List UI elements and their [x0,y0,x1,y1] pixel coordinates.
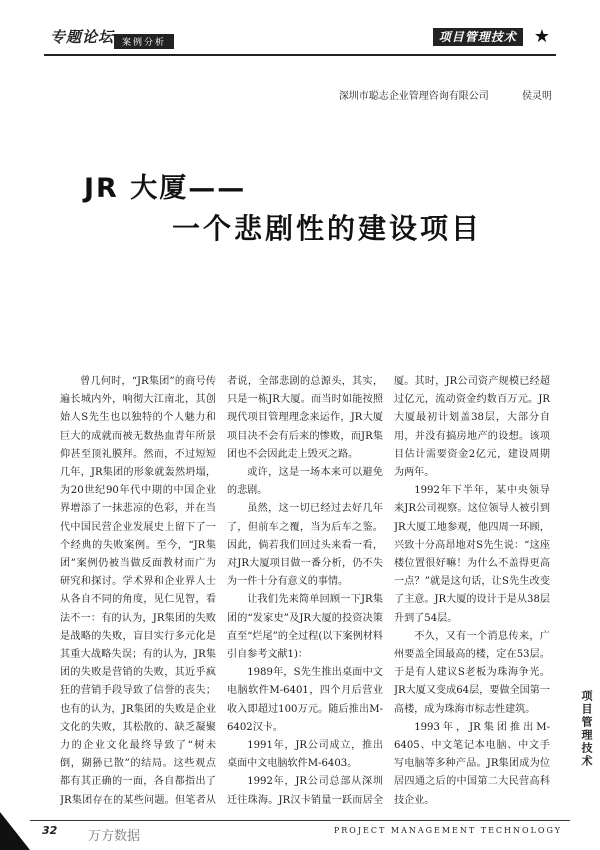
column-name: 专题论坛 [50,28,115,46]
watermark: 万方数据 [88,829,141,844]
paragraph: 1991年，JR公司成立，推出桌面中文电脑软件M-6403。 [227,740,383,770]
author-name: 侯灵明 [522,91,552,102]
star-icon: ★ [533,26,550,47]
paragraph: 不久，又有一个消息传来，广州要盖全国最高的楼，定在53层。于是有人建议S老板为珠海争光。JR大厦又变成64层，要做全国第一高楼，成为珠海市标志性建筑。 [394,630,550,715]
magazine-logo-text: 项目管理技术 [433,28,523,46]
article-title-line-2: 一个悲剧性的建设项目 [172,212,483,245]
paragraph: 虽然，这一切已经过去好几年了，但前车之覆，当为后车之鉴。因此，倘若我们回过头来看一看，对JR大厦项目做一番分析，仍不失为一件十分有意义的事情。 [227,503,383,588]
magazine-logo [433,26,550,52]
author-organization: 深圳市聪志企业管理咨询有限公司 [338,91,489,102]
paragraph: 厦。其时，JR公司资产规模已经超过亿元，流动资金约数百万元。JR大厦最初计划盖38层，大部分自用，并没有搞房地产的设想。该项目估计需要资金2亿元，建设周期为两年。 [394,376,550,479]
journal-name-en: PROJECT MANAGEMENT TECHNOLOGY [333,826,562,835]
paragraph: 1993年，JR集团推出M-6405、中文笔记本电脑、中文手写电脑等多种产品。JR集团成为位居四通之后的中国第二大民营高科技企业。 [394,721,550,806]
side-tab: 项目管理技术 [580,690,593,768]
byline [339,87,552,102]
header-divider [44,54,556,56]
text-column-3 [394,373,550,808]
paragraph: 让我们先来简单回顾一下JR集团的“发家史”及JR大厦的投资决策直至“烂尾”的全过程(以下案例材料引自参考文献1)： [227,594,383,661]
section-label: 案例分析 [114,34,174,49]
paragraph: 1992年下半年，某中央领导来JR公司视察。这位领导人被引到JR大厦工地参观，他四周一环顾，兴致十分高昂地对S先生说：“这座楼位置很好嘛！为什么不盖得更高一点？”就是这句话，让S先生改变了主意。JR大厦的设计于是从38层升到了54层。 [394,485,550,624]
column-header [44,22,244,56]
paragraph: 曾几何时，“JR集团”的商号传遍长城内外，响彻大江南北，其创始人S先生也以独特的个人魅力和巨大的成就而被无数热血青年所景仰甚至顶礼膜拜。然而，不过短短几年，JR集团的形象就轰然坍塌，为20世纪90年代中期的中国企业界增添了一抹悲凉的色彩，并在当代中国民营企业发展史上留下了一个经典的失败案例。至今，“JR集团”案例仍被当做反面教材而广为研究和探讨。学术界和企业界人士从各自不同的角度，见仁见智，看法不一：有的认为，JR集团的失败是战略的失败，盲目实行多元化是其重大战略失误；有的认为，JR集团的失败是营销的失败，其近乎疯狂的营销手段导致了信誉的丧失；也有的认为，JR集团的失败是企业文化的失败，其松散的、缺乏凝聚力的企业文化最终导致了“树未倒，猢狲已散”的结局。这些观点都有其正确的一面，各自都指出了JR集团存在的某些问题。但笔者从 [60,376,216,806]
article-body [60,373,550,808]
paragraph: 或许，这是一场本来可以避免的悲剧。 [227,467,383,497]
page-header [44,22,556,58]
text-column-2 [227,373,383,808]
article-title-line-1: JR 大厦—— [84,173,247,204]
page-number: 32 [42,824,58,837]
corner-decoration [0,812,30,850]
footer-divider [30,820,570,821]
paragraph: 1992年，JR公司总部从深圳迁往珠海。JR汉卡销量一跃而居全 [227,776,383,806]
text-column-1 [60,373,216,808]
paragraph: 1989年，S先生推出桌面中文电脑软件M-6401，四个月后营业收入即超过100万元。随后推出M-6402汉卡。 [227,667,383,733]
footer-left [30,822,200,844]
paragraph: 者说，全部悲剧的总源头，其实，只是一栋JR大厦。而当时如能按照现代项目管理理念来运作，JR大厦项目决不会有后来的惨败，而JR集团也不会因此走上毁灭之路。 [227,376,383,460]
